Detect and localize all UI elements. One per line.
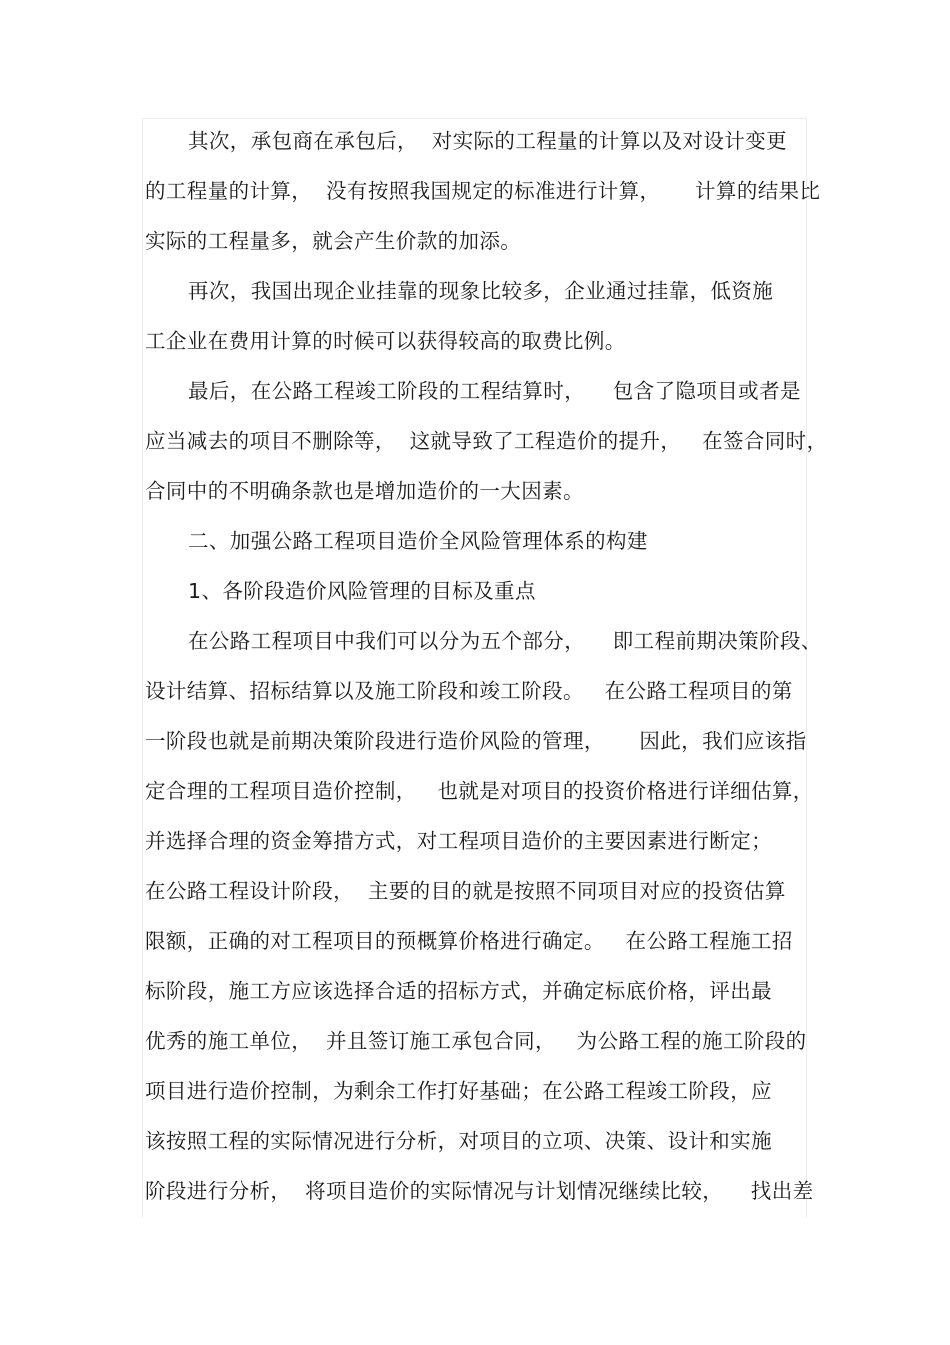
- paragraph-line: 的工程量的计算， 没有按照我国规定的标准进行计算， 计算的结果比: [145, 179, 821, 203]
- paragraph-line: 标阶段，施工方应该选择合适的招标方式，并确定标底价格，评出最: [145, 979, 772, 1003]
- paragraph-line: 再次，我国出现企业挂靠的现象比较多，企业通过挂靠，低资施: [188, 279, 774, 303]
- paragraph-line: 限额，正确的对工程项目的预概算价格进行确定。 在公路工程施工招: [145, 929, 793, 953]
- paragraph-line: 该按照工程的实际情况进行分析，对项目的立项、决策、设计和实施: [145, 1129, 772, 1153]
- paragraph-line: 优秀的施工单位， 并且签订施工承包合同， 为公路工程的施工阶段的: [145, 1029, 807, 1053]
- paragraph-line: 在公路工程设计阶段， 主要的目的就是按照不同项目对应的投资估算: [145, 879, 786, 903]
- paragraph-line: 工企业在费用计算的时候可以获得较高的取费比例。: [145, 329, 626, 353]
- paragraph-line: 一阶段也就是前期决策阶段进行造价风险的管理， 因此，我们应该指: [145, 729, 807, 753]
- paragraph-line: 应当减去的项目不删除等， 这就导致了工程造价的提升， 在签合同时，: [145, 429, 828, 453]
- paragraph-line: 其次，承包商在承包后， 对实际的工程量的计算以及对设计变更: [188, 129, 788, 153]
- paragraph-line: 设计结算、招标结算以及施工阶段和竣工阶段。 在公路工程项目的第: [145, 679, 793, 703]
- paragraph-line: 实际的工程量多，就会产生价款的加添。: [145, 229, 522, 253]
- paragraph-line: 定合理的工程项目造价控制， 也就是对项目的投资价格进行详细估算，: [145, 779, 814, 803]
- subsection-heading: 1、各阶段造价风险管理的目标及重点: [188, 579, 536, 603]
- paragraph-line: 合同中的不明确条款也是增加造价的一大因素。: [145, 479, 584, 503]
- paragraph-line: 并选择合理的资金筹措方式，对工程项目造价的主要因素进行断定；: [145, 829, 772, 853]
- paragraph-line: 阶段进行分析， 将项目造价的实际情况与计划情况继续比较， 找出差: [145, 1179, 814, 1203]
- paragraph-line: 最后，在公路工程竣工阶段的工程结算时， 包含了隐项目或者是: [188, 379, 801, 403]
- section-heading: 二、加强公路工程项目造价全风险管理体系的构建: [188, 529, 648, 553]
- paragraph-line: 项目进行造价控制，为剩余工作打好基础；在公路工程竣工阶段，应: [145, 1079, 772, 1103]
- paragraph-line: 在公路工程项目中我们可以分为五个部分， 即工程前期决策阶段、: [188, 629, 822, 653]
